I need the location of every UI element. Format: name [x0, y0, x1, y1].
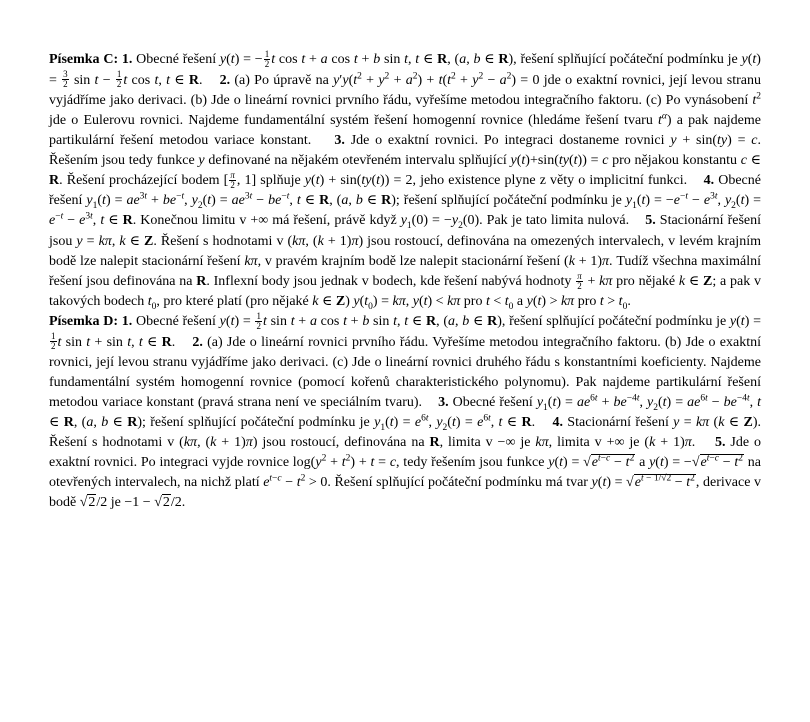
section-c-label: Písemka C: [49, 52, 119, 68]
section-d-text: 1. Obecné řešení y(t) = $\frac{1}{2}$ t sin t + a cos t + b sin t, t ∈ R, (a, b ∈ R), řešení splňující počáteční podmínku je y(t) = $\frac{1}{2}$ t sin t + sin t, t ∈ R. 2. (a) Jde o lineární rovnici prvního řádu. Vyřešíme metodou integračního faktoru. (b) Jde o exaktní rovnici, její levou stranu vyjádříme jako derivaci. (c) Jde o lineární rovnici druhého řádu s konstantními koeficienty. Najdeme fundamentální systém homogenní rovnice (pomocí kořenů charakteristického polynomu). Pak najdeme partikulární řešení metodou variace konstant (pravá strana není ve speciálním tvaru). 3. Obecné řešení $y_1(t) = ae^{6t} + be^{-4t}$, $y_2(t) = ae^{6t} - be^{-4t}$, t ∈ R, (a, b ∈ R); řešení splňující počáteční podmínku je $y_1(t) = e^{6t}$, $y_2(t) = e^{6t}$, t ∈ R. 4. Stacionární řešení y = kπ (k ∈ Z). Řešení s hodnotami v (kπ, (k + 1)π) jsou rostoucí, definována na R, limita v −∞ je kπ, limita v +∞ je (k + 1)π. 5. Jde o exaktní rovnici. Po integraci vyjde rovnice $\log(y^2 + t^2) + t = c$, tedy řešením jsou funkce $y(t) = √e^{t-c} - t^2$ a $y(t) = -√e^{t-c} - t^2$ na otevřených intervalech, na nichž platí $e^{t-c} - t^2 > 0$. Řešení splňující počáteční podmínku má tvar $y(t) = √e^{t - 1/√2} - t^2$, derivace v bodě √2/2 je −1 − √2/2. [49, 311, 762, 511]
document-body [49, 50, 761, 514]
section-d [49, 312, 761, 513]
section-c-text: 1. Obecné řešení y(t) = − $\frac{1}{2}$ t cos t + a cos t + b sin t, t ∈ R, (a, b ∈ R), řešení splňující počáteční podmínku je y(t) = $\frac{3}{2}$ sin t − $\frac{1}{2}$ t cos t, t ∈ R. 2. (a) Po úpravě na $y'y(t^2 + y^2 + a^2) + t(t^2 + y^2 - a^2) = 0$ jde o exaktní rovnici, její levou stranu vyjádříme jako derivaci. (b) Jde o lineární rovnici prvního řádu, vyřešíme metodou integračního faktoru. (c) Po vynásobení $t^2$ jde o Eulerovu rovnici. Najdeme fundamentální systém řešení homogenní rovnice (hledáme řešení tvaru $t^\alpha$) a pak najdeme partikulární řešení metodou variace konstant. 3. Jde o exaktní rovnici. Po integraci dostaneme rovnici y + sin(ty) = c. Řešením jsou tedy funkce y definované na nějakém otevřeném intervalu splňující y(t)+sin(ty(t)) = c pro nějakou konstantu c ∈ R. Řešení procházející bodem [ $\frac{\pi}{2}$ , 1] splňuje y(t) + sin(ty(t)) = 2, jeho existence plyne z věty o implicitní funkci. 4. Obecné řešení $y_1(t) = ae^{3t} + be^{-t}$, $y_2(t) = ae^{3t} - be^{-t}$, t ∈ R, (a, b ∈ R); řešení splňující počáteční podmínku je $y_1(t) = -e^{-t} - e^{3t}$, $y_2(t) = e^{-t} - e^{3t}$, t ∈ R. Konečnou limitu v +∞ má řešení, právě když $y_1(0) = -y_2(0)$. Pak je tato limita nulová. 5. Stacionární řešení jsou y = kπ, k ∈ Z. Řešení s hodnotami v (kπ, (k + 1)π) jsou rostoucí, definována na omezených intervalech, v levém krajním bodě lze nalepit stacionární řešení kπ, v pravém krajním bodě lze nalepit stacionární řešení (k + 1)π. Tudíž všechna maximální řešení jsou definována na R. Inflexní body jsou jednak v bodech, kde řešení nabývá hodnoty $\frac{\pi}{2}$ + kπ pro nějaké k ∈ Z; a pak v takových bodech $t_0$, pro které platí (pro nějaké k ∈ Z) $y(t_0) = k\pi$, y(t) < kπ pro $t < t_0$ a y(t) > kπ pro $t > t_0$. [49, 49, 762, 312]
section-d-label: Písemka D: [49, 314, 119, 330]
section-c [49, 50, 761, 312]
